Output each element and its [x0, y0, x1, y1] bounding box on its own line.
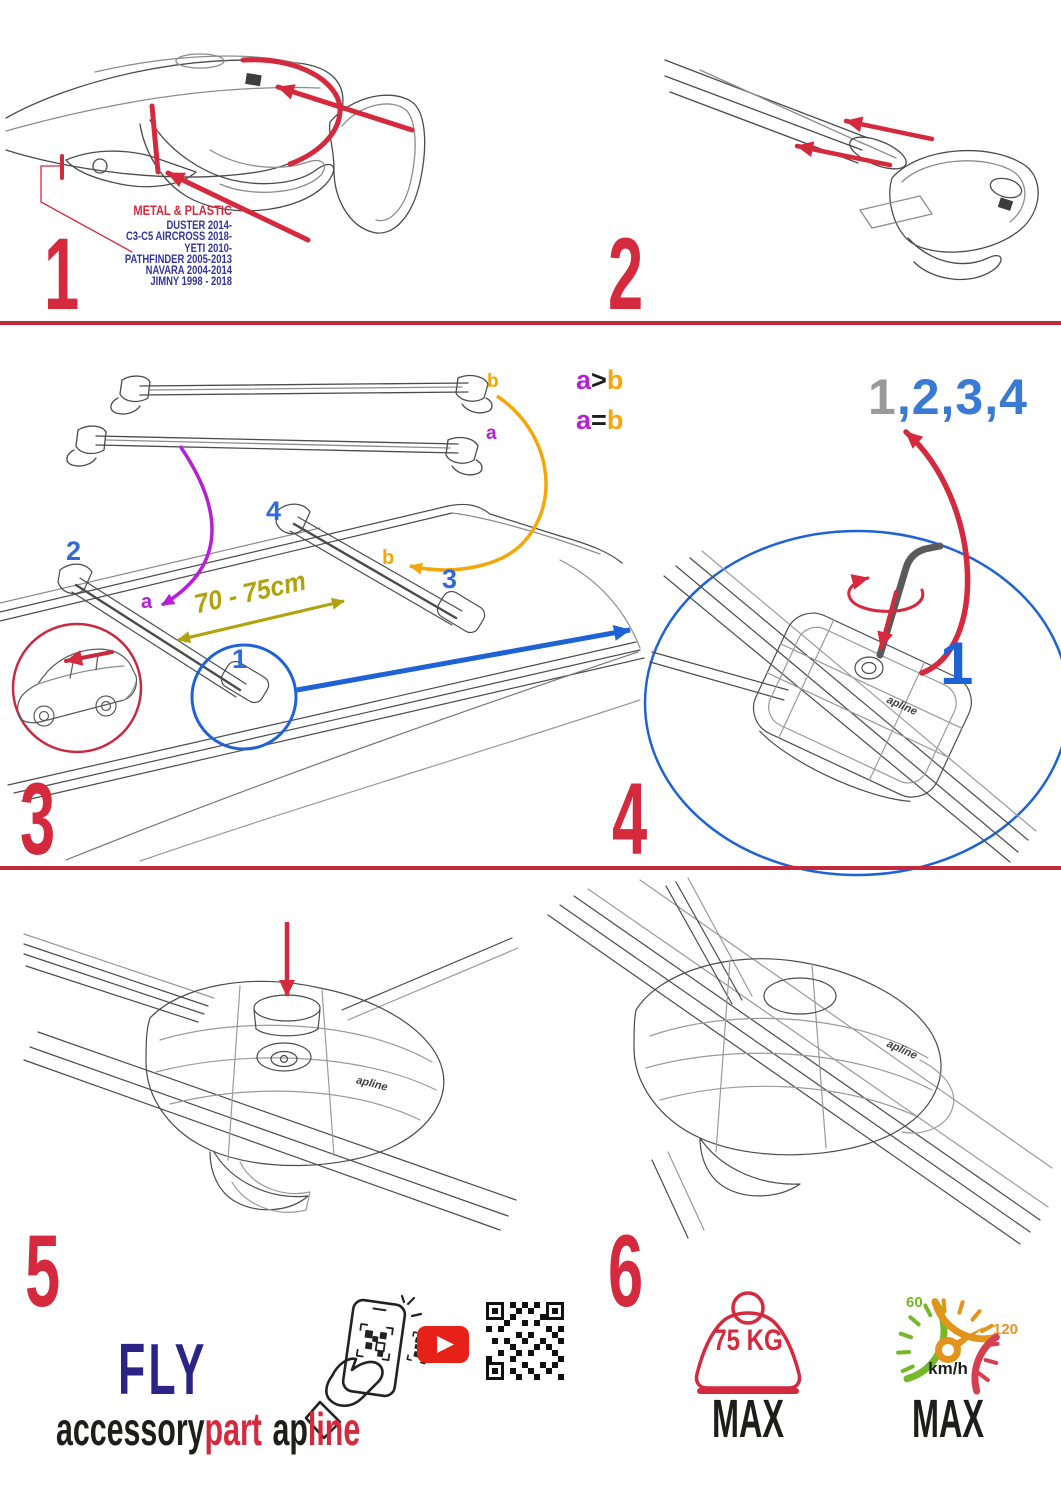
roof-drawing: [0, 504, 644, 861]
crossbar-b-drawing: [111, 376, 492, 414]
panel2-arrows: [797, 121, 932, 165]
speed-unit: km/h: [928, 1359, 968, 1378]
compatibility-block: [89, 203, 233, 289]
max-load-label: MAX: [712, 1389, 784, 1449]
youtube-icon: [417, 1326, 469, 1363]
speed-min-label: 60: [906, 1294, 923, 1311]
dimension-label: 70 - 75cm: [191, 565, 309, 620]
rotation-arrow: [849, 578, 923, 611]
panel4-drawing: [645, 432, 1061, 875]
roof-label-a: a: [141, 591, 153, 613]
purple-curve: [162, 446, 212, 605]
position-label-1: 1: [232, 644, 248, 674]
car-direction-arrow: [66, 652, 112, 661]
max-speed-label: MAX: [912, 1389, 984, 1449]
divider-1: [0, 321, 1061, 325]
model-item: NAVARA 2004-2014: [145, 265, 232, 278]
step-number-6: 6: [608, 1214, 644, 1328]
model-item: C3-C5 AIRCROSS 2018-: [125, 231, 232, 244]
length-rules: [576, 360, 623, 440]
hand: [326, 1359, 382, 1406]
model-item: JIMNY 1998 - 2018: [150, 276, 232, 289]
step-number-5: 5: [25, 1214, 61, 1328]
crossbar-a-drawing: [67, 426, 482, 475]
rule-a-gt-b: a>b: [576, 365, 624, 395]
sequence-callout-1: 1: [940, 630, 974, 697]
model-item: DUSTER 2014-: [166, 220, 232, 232]
detail-ellipse: [645, 531, 1061, 875]
rule-a-eq-b: a=b: [576, 405, 624, 435]
bar-label-b: b: [487, 371, 499, 392]
speed-max-value: 120: [993, 1321, 1019, 1338]
model-item: YETI 2010-: [184, 242, 232, 255]
max-load-value: 75 KG: [713, 1324, 783, 1357]
clamp-logo: apline: [884, 1038, 919, 1062]
divider-2: [0, 866, 1061, 870]
bar-label-a: a: [486, 423, 497, 444]
panel2-drawing: [665, 60, 1038, 279]
step-number-2: 2: [608, 217, 644, 331]
position-label-4: 4: [266, 496, 282, 526]
material-label: METAL & PLASTIC: [133, 203, 232, 218]
car-inset: [13, 624, 141, 752]
position-label-3: 3: [442, 564, 458, 594]
model-item: PATHFINDER 2005-2013: [124, 253, 232, 266]
tightening-sequence: 1,2,3,4: [868, 369, 1028, 425]
brand-logo: accessorypart apline: [56, 1403, 361, 1455]
panel5-drawing: [24, 934, 518, 1230]
allen-key: [880, 546, 940, 655]
step-number-3: 3: [20, 762, 56, 876]
orange-curve: [410, 396, 546, 570]
clamp-logo: apline: [884, 694, 919, 718]
qr-code: [486, 1302, 564, 1380]
panel6-drawing: [548, 878, 1052, 1244]
product-name: FLY: [118, 1330, 208, 1410]
position-label-2: 2: [66, 536, 82, 566]
cap-knob: [254, 995, 320, 1021]
step-number-1: 1: [44, 217, 80, 331]
roof-label-b: b: [382, 547, 395, 569]
step-number-4: 4: [612, 762, 648, 876]
clamp-logo: apline: [355, 1074, 389, 1094]
